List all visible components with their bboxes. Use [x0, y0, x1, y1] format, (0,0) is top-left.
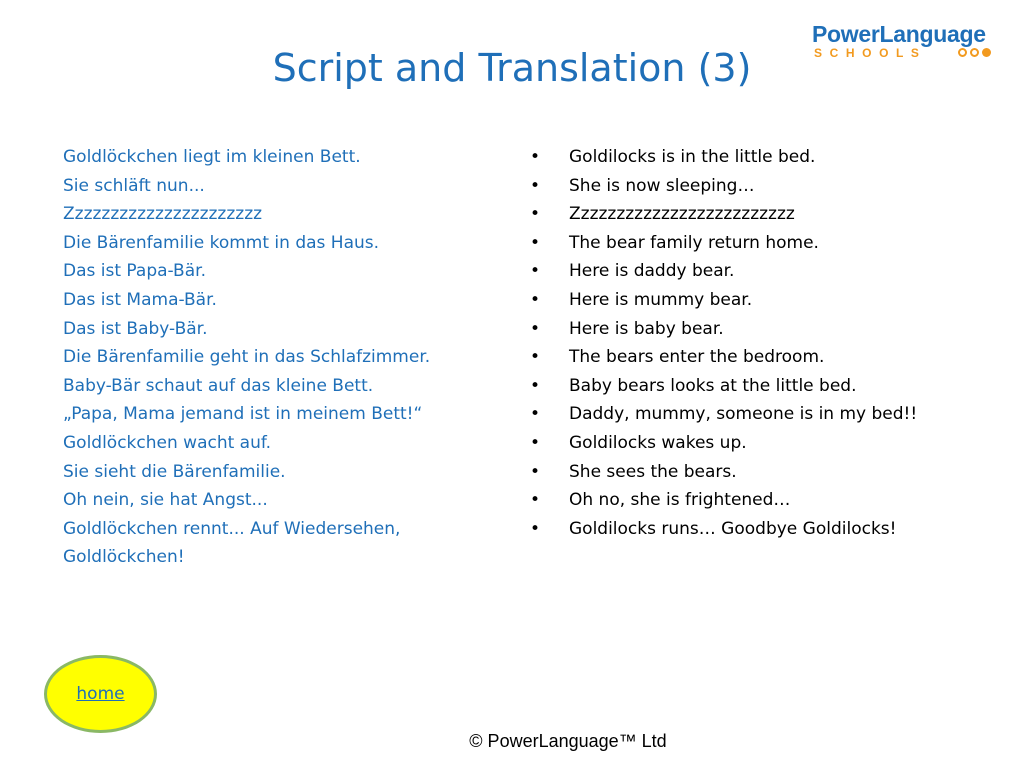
german-line: Zzzzzzzzzzzzzzzzzzzzzz — [63, 204, 263, 225]
bullet-icon: • — [530, 432, 541, 453]
english-line-text: Daddy, mummy, someone is in my bed!! — [569, 404, 918, 425]
english-line-text: Goldilocks is in the little bed. — [569, 147, 816, 167]
english-line — [530, 229, 1000, 258]
english-line-text: She sees the bears. — [569, 461, 737, 482]
english-line-text: Baby bears looks at the little bed. — [569, 375, 857, 396]
english-line-text: Zzzzzzzzzzzzzzzzzzzzzzzzz — [569, 204, 795, 225]
bullet-icon: • — [530, 289, 541, 310]
bullet-icon: • — [530, 147, 541, 167]
copyright-text: © PowerLanguage™ Ltd — [469, 731, 667, 751]
bullet-icon: • — [530, 318, 541, 339]
copyright-footer — [0, 730, 1024, 752]
german-line: „Papa, Mama jemand ist in meinem Bett!“ — [63, 404, 423, 425]
page-title: Script and Translation (3) — [272, 46, 752, 90]
german-line: Das ist Papa-Bär. — [63, 261, 206, 282]
english-line-text: Goldilocks wakes up. — [569, 432, 747, 453]
german-line: Goldlöckchen! — [63, 547, 185, 568]
english-line-text: Here is daddy bear. — [569, 261, 735, 282]
bullet-icon: • — [530, 518, 541, 539]
bullet-icon: • — [530, 232, 541, 253]
german-line: Das ist Mama-Bär. — [63, 289, 217, 310]
bullet-icon: • — [530, 261, 541, 282]
english-line — [530, 400, 1000, 429]
german-line: Sie sieht die Bärenfamilie. — [63, 461, 286, 482]
german-line: Goldlöckchen liegt im kleinen Bett. — [63, 147, 361, 167]
english-translation-list — [530, 143, 1000, 543]
english-line — [530, 458, 1000, 487]
english-line — [530, 143, 1000, 172]
english-line-text: She is now sleeping… — [569, 175, 755, 196]
german-line: Oh nein, sie hat Angst... — [63, 490, 268, 511]
bullet-icon: • — [530, 490, 541, 511]
bullet-icon: • — [530, 204, 541, 225]
logo-wordmark: PowerLanguage — [812, 21, 986, 47]
english-line — [530, 172, 1000, 201]
english-line — [530, 372, 1000, 401]
english-line-text: Here is mummy bear. — [569, 289, 753, 310]
english-line — [530, 343, 1000, 372]
english-line — [530, 315, 1000, 344]
bullet-icon: • — [530, 375, 541, 396]
logo-subtitle: SCHOOLS — [814, 46, 927, 60]
german-script-list — [63, 143, 503, 572]
english-line — [530, 257, 1000, 286]
english-line-text: Here is baby bear. — [569, 318, 724, 339]
english-line — [530, 286, 1000, 315]
english-line-text: Oh no, she is frightened… — [569, 490, 791, 511]
german-line: Die Bärenfamilie geht in das Schlafzimmer. — [63, 347, 431, 368]
bullet-icon: • — [530, 175, 541, 196]
english-line-text: The bears enter the bedroom. — [569, 347, 825, 368]
german-line: Das ist Baby-Bär. — [63, 318, 208, 339]
english-line — [530, 429, 1000, 458]
bullet-icon: • — [530, 347, 541, 368]
home-button[interactable] — [44, 655, 157, 733]
english-line-text: The bear family return home. — [569, 232, 819, 253]
english-line-text: Goldilocks runs… Goodbye Goldilocks! — [569, 518, 897, 539]
german-line: Goldlöckchen wacht auf. — [63, 432, 272, 453]
bullet-icon: • — [530, 404, 541, 425]
english-line — [530, 200, 1000, 229]
german-line: Die Bärenfamilie kommt in das Haus. — [63, 232, 380, 253]
home-link[interactable]: home — [76, 684, 125, 704]
german-line: Sie schläft nun... — [63, 175, 205, 196]
bullet-icon: • — [530, 461, 541, 482]
english-line — [530, 515, 1000, 544]
german-line: Baby-Bär schaut auf das kleine Bett. — [63, 375, 374, 396]
german-line: Goldlöckchen rennt... Auf Wiedersehen, — [63, 518, 401, 539]
english-line — [530, 486, 1000, 515]
